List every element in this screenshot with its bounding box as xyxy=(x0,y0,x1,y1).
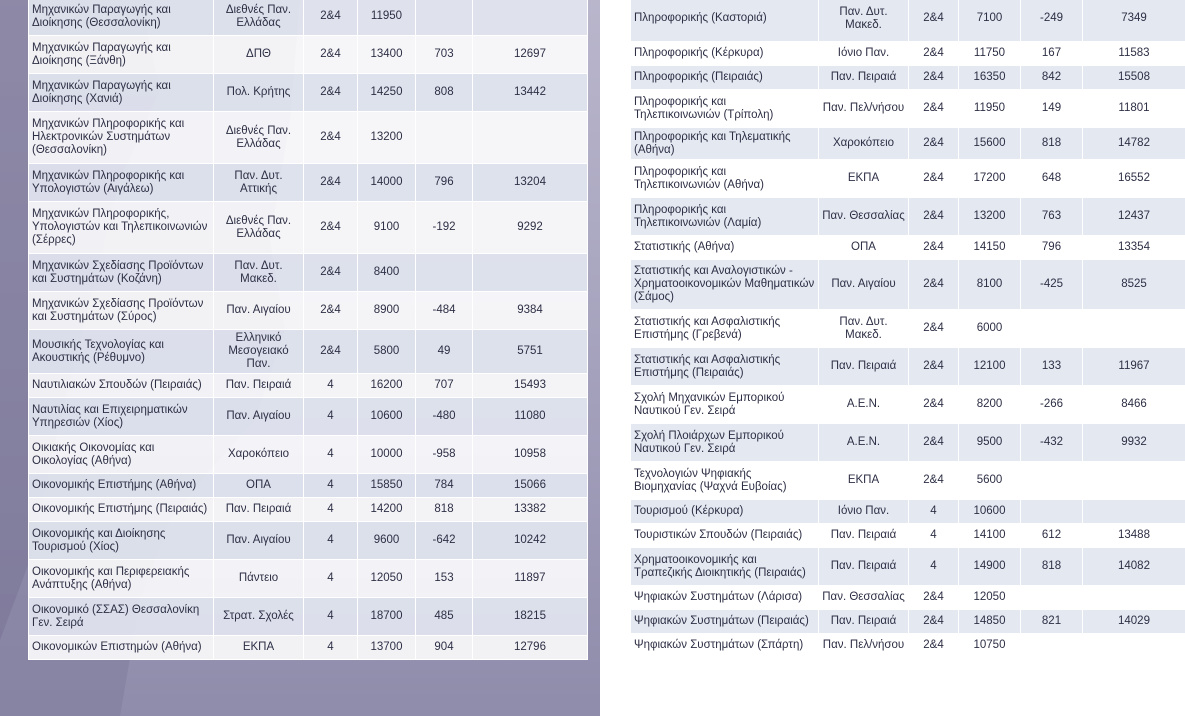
table-row xyxy=(29,598,588,636)
table-row xyxy=(29,398,588,436)
field-type-cell: 2&4 xyxy=(304,74,358,112)
field-type-cell: 2&4 xyxy=(909,348,959,386)
previous-score-cell: 18215 xyxy=(473,598,588,636)
university-cell: Διεθνές Παν. Ελλάδας xyxy=(214,112,304,164)
university-cell: Παν. Θεσσαλίας xyxy=(819,198,909,236)
program-name-cell: Οικονομικής και Περιφερειακής Ανάπτυξης (Αθήνα) xyxy=(29,560,214,598)
field-type-cell: 4 xyxy=(909,548,959,586)
university-cell: Παν. Πειραιά xyxy=(214,498,304,522)
base-score-cell: 14850 xyxy=(959,610,1021,634)
score-difference-cell xyxy=(416,112,473,164)
table-row xyxy=(631,0,1185,42)
previous-score-cell: 14082 xyxy=(1083,548,1185,586)
base-score-cell: 11750 xyxy=(959,42,1021,66)
field-type-cell: 2&4 xyxy=(909,128,959,160)
previous-score-cell: 11583 xyxy=(1083,42,1185,66)
university-cell: Ελληνικό Μεσογειακό Παν. xyxy=(214,330,304,374)
university-cell: Παν. Πειραιά xyxy=(819,66,909,90)
previous-score-cell: 11967 xyxy=(1083,348,1185,386)
table-row xyxy=(631,634,1185,658)
field-type-cell: 2&4 xyxy=(304,0,358,36)
table-row xyxy=(29,254,588,292)
base-score-cell: 10600 xyxy=(959,500,1021,524)
score-difference-cell xyxy=(416,0,473,36)
university-cell: Παν. Πελ/νήσου xyxy=(819,634,909,658)
field-type-cell: 4 xyxy=(304,636,358,660)
table-row xyxy=(29,374,588,398)
program-name-cell: Στατιστικής και Αναλογιστικών - Χρηματοοικονομικών Μαθηματικών (Σάμος) xyxy=(631,260,819,310)
base-score-cell: 15850 xyxy=(358,474,416,498)
field-type-cell: 4 xyxy=(304,522,358,560)
base-score-cell: 8200 xyxy=(959,386,1021,424)
university-cell: ΔΠΘ xyxy=(214,36,304,74)
score-difference-cell: 703 xyxy=(416,36,473,74)
base-score-cell: 8100 xyxy=(959,260,1021,310)
table-row xyxy=(631,160,1185,198)
university-cell: ΕΚΠΑ xyxy=(819,160,909,198)
field-type-cell: 2&4 xyxy=(909,586,959,610)
table-row xyxy=(29,474,588,498)
table-row xyxy=(631,424,1185,462)
university-cell: Διεθνές Παν. Ελλάδας xyxy=(214,0,304,36)
table-row xyxy=(29,330,588,374)
score-difference-cell xyxy=(416,254,473,292)
field-type-cell: 4 xyxy=(909,524,959,548)
previous-score-cell: 13204 xyxy=(473,164,588,202)
university-cell: Στρατ. Σχολές xyxy=(214,598,304,636)
previous-score-cell: 11801 xyxy=(1083,90,1185,128)
program-name-cell: Σχολή Πλοιάρχων Εμπορικού Ναυτικού Γεν. Σειρά xyxy=(631,424,819,462)
previous-score-cell: 13382 xyxy=(473,498,588,522)
program-name-cell: Ναυτιλιακών Σπουδών (Πειραιάς) xyxy=(29,374,214,398)
score-difference-cell: 648 xyxy=(1021,160,1083,198)
program-name-cell: Πληροφορικής (Κέρκυρα) xyxy=(631,42,819,66)
score-difference-cell: 49 xyxy=(416,330,473,374)
table-row xyxy=(631,386,1185,424)
previous-score-cell xyxy=(473,112,588,164)
table-row xyxy=(631,90,1185,128)
table-row xyxy=(29,112,588,164)
previous-score-cell: 15493 xyxy=(473,374,588,398)
base-score-cell: 13200 xyxy=(358,112,416,164)
base-score-cell: 10600 xyxy=(358,398,416,436)
university-cell: Παν. Πειραιά xyxy=(819,610,909,634)
university-cell: Παν. Αιγαίου xyxy=(214,522,304,560)
table-row xyxy=(29,560,588,598)
program-name-cell: Στατιστικής και Ασφαλιστικής Επιστήμης (Πειραιάς) xyxy=(631,348,819,386)
table-row xyxy=(29,436,588,474)
program-name-cell: Μηχανικών Παραγωγής και Διοίκησης (Θεσσαλονίκη) xyxy=(29,0,214,36)
field-type-cell: 2&4 xyxy=(909,198,959,236)
base-score-cell: 9600 xyxy=(358,522,416,560)
program-name-cell: Μηχανικών Σχεδίασης Προϊόντων και Συστημάτων (Σύρος) xyxy=(29,292,214,330)
previous-score-cell xyxy=(1083,500,1185,524)
program-name-cell: Χρηματοοικονομικής και Τραπεζικής Διοικητικής (Πειραιάς) xyxy=(631,548,819,586)
score-difference-cell: 796 xyxy=(416,164,473,202)
base-score-cell: 5800 xyxy=(358,330,416,374)
previous-score-cell xyxy=(473,254,588,292)
right-admission-table xyxy=(630,0,1185,658)
previous-score-cell: 14029 xyxy=(1083,610,1185,634)
university-cell: Χαροκόπειο xyxy=(214,436,304,474)
previous-score-cell: 12697 xyxy=(473,36,588,74)
previous-score-cell xyxy=(1083,634,1185,658)
table-row xyxy=(29,636,588,660)
university-cell: Διεθνές Παν. Ελλάδας xyxy=(214,202,304,254)
field-type-cell: 2&4 xyxy=(909,424,959,462)
program-name-cell: Οικονομικής και Διοίκησης Τουρισμού (Χίος) xyxy=(29,522,214,560)
table-row xyxy=(631,310,1185,348)
program-name-cell: Οικονομικής Επιστήμης (Πειραιάς) xyxy=(29,498,214,522)
score-difference-cell: -484 xyxy=(416,292,473,330)
field-type-cell: 4 xyxy=(304,436,358,474)
program-name-cell: Ναυτιλίας και Επιχειρηματικών Υπηρεσιών (Χίος) xyxy=(29,398,214,436)
score-difference-cell: 842 xyxy=(1021,66,1083,90)
score-difference-cell: 796 xyxy=(1021,236,1083,260)
score-difference-cell: 821 xyxy=(1021,610,1083,634)
score-difference-cell: 149 xyxy=(1021,90,1083,128)
base-score-cell: 14100 xyxy=(959,524,1021,548)
base-score-cell: 6000 xyxy=(959,310,1021,348)
base-score-cell: 12050 xyxy=(358,560,416,598)
base-score-cell: 15600 xyxy=(959,128,1021,160)
score-difference-cell: 485 xyxy=(416,598,473,636)
field-type-cell: 4 xyxy=(304,374,358,398)
base-score-cell: 14000 xyxy=(358,164,416,202)
base-score-cell: 14250 xyxy=(358,74,416,112)
table-row xyxy=(29,202,588,254)
table-row xyxy=(631,610,1185,634)
program-name-cell: Στατιστικής και Ασφαλιστικής Επιστήμης (Γρεβενά) xyxy=(631,310,819,348)
field-type-cell: 2&4 xyxy=(304,330,358,374)
university-cell: Παν. Δυτ. Μακεδ. xyxy=(214,254,304,292)
base-score-cell: 8400 xyxy=(358,254,416,292)
table-row xyxy=(29,164,588,202)
program-name-cell: Στατιστικής (Αθήνα) xyxy=(631,236,819,260)
program-name-cell: Πληροφορικής και Τηλεματικής (Αθήνα) xyxy=(631,128,819,160)
field-type-cell: 2&4 xyxy=(909,610,959,634)
university-cell: Παν. Πειραιά xyxy=(819,524,909,548)
base-score-cell: 14150 xyxy=(959,236,1021,260)
base-score-cell: 16350 xyxy=(959,66,1021,90)
base-score-cell: 9500 xyxy=(959,424,1021,462)
university-cell: ΟΠΑ xyxy=(214,474,304,498)
table-row xyxy=(631,586,1185,610)
score-difference-cell: -958 xyxy=(416,436,473,474)
score-difference-cell: -642 xyxy=(416,522,473,560)
field-type-cell: 2&4 xyxy=(304,164,358,202)
left-admission-table xyxy=(28,0,588,660)
previous-score-cell: 14782 xyxy=(1083,128,1185,160)
base-score-cell: 14900 xyxy=(959,548,1021,586)
base-score-cell: 13200 xyxy=(959,198,1021,236)
field-type-cell: 2&4 xyxy=(909,236,959,260)
field-type-cell: 4 xyxy=(304,498,358,522)
previous-score-cell: 9384 xyxy=(473,292,588,330)
previous-score-cell: 9932 xyxy=(1083,424,1185,462)
base-score-cell: 12050 xyxy=(959,586,1021,610)
score-difference-cell: -480 xyxy=(416,398,473,436)
previous-score-cell: 12796 xyxy=(473,636,588,660)
previous-score-cell: 13488 xyxy=(1083,524,1185,548)
previous-score-cell: 15508 xyxy=(1083,66,1185,90)
score-difference-cell: 167 xyxy=(1021,42,1083,66)
score-difference-cell: 818 xyxy=(416,498,473,522)
score-difference-cell xyxy=(1021,462,1083,500)
base-score-cell: 12100 xyxy=(959,348,1021,386)
university-cell: Παν. Πειραιά xyxy=(214,374,304,398)
previous-score-cell xyxy=(1083,310,1185,348)
score-difference-cell: 818 xyxy=(1021,548,1083,586)
field-type-cell: 2&4 xyxy=(304,292,358,330)
previous-score-cell: 10242 xyxy=(473,522,588,560)
university-cell: Παν. Πειραιά xyxy=(819,548,909,586)
program-name-cell: Οικονομικών Επιστημών (Αθήνα) xyxy=(29,636,214,660)
previous-score-cell: 9292 xyxy=(473,202,588,254)
university-cell: Παν. Αιγαίου xyxy=(214,292,304,330)
program-name-cell: Μηχανικών Σχεδίασης Προϊόντων και Συστημάτων (Κοζάνη) xyxy=(29,254,214,292)
university-cell: Παν. Αιγαίου xyxy=(214,398,304,436)
university-cell: Παν. Πελ/νήσου xyxy=(819,90,909,128)
base-score-cell: 13700 xyxy=(358,636,416,660)
previous-score-cell: 10958 xyxy=(473,436,588,474)
previous-score-cell: 7349 xyxy=(1083,0,1185,42)
table-row xyxy=(29,292,588,330)
program-name-cell: Οικονομικό (ΣΣΑΣ) Θεσσαλονίκη Γεν. Σειρά xyxy=(29,598,214,636)
program-name-cell: Μηχανικών Παραγωγής και Διοίκησης (Χανιά) xyxy=(29,74,214,112)
base-score-cell: 11950 xyxy=(358,0,416,36)
table-row xyxy=(29,36,588,74)
program-name-cell: Μηχανικών Πληροφορικής και Υπολογιστών (Αιγάλεω) xyxy=(29,164,214,202)
program-name-cell: Πληροφορικής και Τηλεπικοινωνιών (Αθήνα) xyxy=(631,160,819,198)
base-score-cell: 8900 xyxy=(358,292,416,330)
field-type-cell: 4 xyxy=(909,500,959,524)
table-row xyxy=(29,498,588,522)
university-cell: Πολ. Κρήτης xyxy=(214,74,304,112)
table-row xyxy=(631,524,1185,548)
score-difference-cell xyxy=(1021,500,1083,524)
field-type-cell: 2&4 xyxy=(909,634,959,658)
score-difference-cell: -266 xyxy=(1021,386,1083,424)
program-name-cell: Οικονομικής Επιστήμης (Αθήνα) xyxy=(29,474,214,498)
base-score-cell: 5600 xyxy=(959,462,1021,500)
program-name-cell: Ψηφιακών Συστημάτων (Πειραιάς) xyxy=(631,610,819,634)
field-type-cell: 2&4 xyxy=(304,202,358,254)
table-row xyxy=(29,74,588,112)
base-score-cell: 13400 xyxy=(358,36,416,74)
program-name-cell: Μουσικής Τεχνολογίας και Ακουστικής (Ρέθυμνο) xyxy=(29,330,214,374)
program-name-cell: Πληροφορικής και Τηλεπικοινωνιών (Τρίπολη) xyxy=(631,90,819,128)
program-name-cell: Πληροφορικής και Τηλεπικοινωνιών (Λαμία) xyxy=(631,198,819,236)
field-type-cell: 2&4 xyxy=(909,66,959,90)
previous-score-cell: 16552 xyxy=(1083,160,1185,198)
field-type-cell: 4 xyxy=(304,598,358,636)
previous-score-cell: 11080 xyxy=(473,398,588,436)
table-row xyxy=(631,42,1185,66)
field-type-cell: 2&4 xyxy=(909,160,959,198)
base-score-cell: 18700 xyxy=(358,598,416,636)
program-name-cell: Μηχανικών Πληροφορικής και Ηλεκτρονικών Συστημάτων (Θεσσαλονίκη) xyxy=(29,112,214,164)
score-difference-cell: 763 xyxy=(1021,198,1083,236)
previous-score-cell: 13442 xyxy=(473,74,588,112)
score-difference-cell xyxy=(1021,586,1083,610)
program-name-cell: Μηχανικών Παραγωγής και Διοίκησης (Ξάνθη) xyxy=(29,36,214,74)
score-difference-cell: -192 xyxy=(416,202,473,254)
program-name-cell: Τεχνολογιών Ψηφιακής Βιομηχανίας (Ψαχνά Ευβοίας) xyxy=(631,462,819,500)
program-name-cell: Ψηφιακών Συστημάτων (Λάρισα) xyxy=(631,586,819,610)
table-row xyxy=(631,548,1185,586)
program-name-cell: Πληροφορικής (Πειραιάς) xyxy=(631,66,819,90)
previous-score-cell: 8466 xyxy=(1083,386,1185,424)
score-difference-cell xyxy=(1021,634,1083,658)
university-cell: Χαροκόπειο xyxy=(819,128,909,160)
previous-score-cell: 11897 xyxy=(473,560,588,598)
previous-score-cell xyxy=(473,0,588,36)
university-cell: Παν. Δυτ. Μακεδ. xyxy=(819,310,909,348)
score-difference-cell xyxy=(1021,310,1083,348)
score-difference-cell: -425 xyxy=(1021,260,1083,310)
previous-score-cell: 8525 xyxy=(1083,260,1185,310)
field-type-cell: 2&4 xyxy=(304,112,358,164)
program-name-cell: Πληροφορικής (Καστοριά) xyxy=(631,0,819,42)
program-name-cell: Οικιακής Οικονομίας και Οικολογίας (Αθήνα) xyxy=(29,436,214,474)
university-cell: Παν. Πειραιά xyxy=(819,348,909,386)
base-score-cell: 10750 xyxy=(959,634,1021,658)
university-cell: Παν. Αιγαίου xyxy=(819,260,909,310)
university-cell: Ιόνιο Παν. xyxy=(819,42,909,66)
base-score-cell: 14200 xyxy=(358,498,416,522)
base-score-cell: 9100 xyxy=(358,202,416,254)
base-score-cell: 10000 xyxy=(358,436,416,474)
table-row xyxy=(631,198,1185,236)
field-type-cell: 2&4 xyxy=(909,386,959,424)
field-type-cell: 2&4 xyxy=(304,254,358,292)
score-difference-cell: 133 xyxy=(1021,348,1083,386)
score-difference-cell: 153 xyxy=(416,560,473,598)
field-type-cell: 2&4 xyxy=(909,42,959,66)
base-score-cell: 11950 xyxy=(959,90,1021,128)
university-cell: Παν. Θεσσαλίας xyxy=(819,586,909,610)
university-cell: Ιόνιο Παν. xyxy=(819,500,909,524)
table-row xyxy=(631,500,1185,524)
table-row xyxy=(631,236,1185,260)
program-name-cell: Σχολή Μηχανικών Εμπορικού Ναυτικού Γεν. Σειρά xyxy=(631,386,819,424)
score-difference-cell: 707 xyxy=(416,374,473,398)
field-type-cell: 2&4 xyxy=(909,90,959,128)
previous-score-cell: 5751 xyxy=(473,330,588,374)
table-row xyxy=(29,0,588,36)
university-cell: Α.Ε.Ν. xyxy=(819,386,909,424)
previous-score-cell: 13354 xyxy=(1083,236,1185,260)
university-cell: Παν. Δυτ. Αττικής xyxy=(214,164,304,202)
field-type-cell: 2&4 xyxy=(909,310,959,348)
table-row xyxy=(631,462,1185,500)
university-cell: ΕΚΠΑ xyxy=(214,636,304,660)
score-difference-cell: 818 xyxy=(1021,128,1083,160)
base-score-cell: 17200 xyxy=(959,160,1021,198)
base-score-cell: 7100 xyxy=(959,0,1021,42)
field-type-cell: 2&4 xyxy=(909,462,959,500)
score-difference-cell: 784 xyxy=(416,474,473,498)
field-type-cell: 2&4 xyxy=(304,36,358,74)
table-row xyxy=(631,66,1185,90)
university-cell: Παν. Δυτ. Μακεδ. xyxy=(819,0,909,42)
previous-score-cell: 15066 xyxy=(473,474,588,498)
previous-score-cell: 12437 xyxy=(1083,198,1185,236)
base-score-cell: 16200 xyxy=(358,374,416,398)
university-cell: ΕΚΠΑ xyxy=(819,462,909,500)
score-difference-cell: 612 xyxy=(1021,524,1083,548)
field-type-cell: 4 xyxy=(304,398,358,436)
program-name-cell: Τουρισμού (Κέρκυρα) xyxy=(631,500,819,524)
score-difference-cell: 808 xyxy=(416,74,473,112)
score-difference-cell: 904 xyxy=(416,636,473,660)
program-name-cell: Ψηφιακών Συστημάτων (Σπάρτη) xyxy=(631,634,819,658)
university-cell: Πάντειο xyxy=(214,560,304,598)
score-difference-cell: -432 xyxy=(1021,424,1083,462)
university-cell: ΟΠΑ xyxy=(819,236,909,260)
table-row xyxy=(29,522,588,560)
score-difference-cell: -249 xyxy=(1021,0,1083,42)
table-row xyxy=(631,128,1185,160)
field-type-cell: 4 xyxy=(304,474,358,498)
previous-score-cell xyxy=(1083,462,1185,500)
field-type-cell: 2&4 xyxy=(909,0,959,42)
university-cell: Α.Ε.Ν. xyxy=(819,424,909,462)
field-type-cell: 2&4 xyxy=(909,260,959,310)
previous-score-cell xyxy=(1083,586,1185,610)
table-row xyxy=(631,348,1185,386)
table-row xyxy=(631,260,1185,310)
field-type-cell: 4 xyxy=(304,560,358,598)
program-name-cell: Μηχανικών Πληροφορικής, Υπολογιστών και Τηλεπικοινωνιών (Σέρρες) xyxy=(29,202,214,254)
program-name-cell: Τουριστικών Σπουδών (Πειραιάς) xyxy=(631,524,819,548)
